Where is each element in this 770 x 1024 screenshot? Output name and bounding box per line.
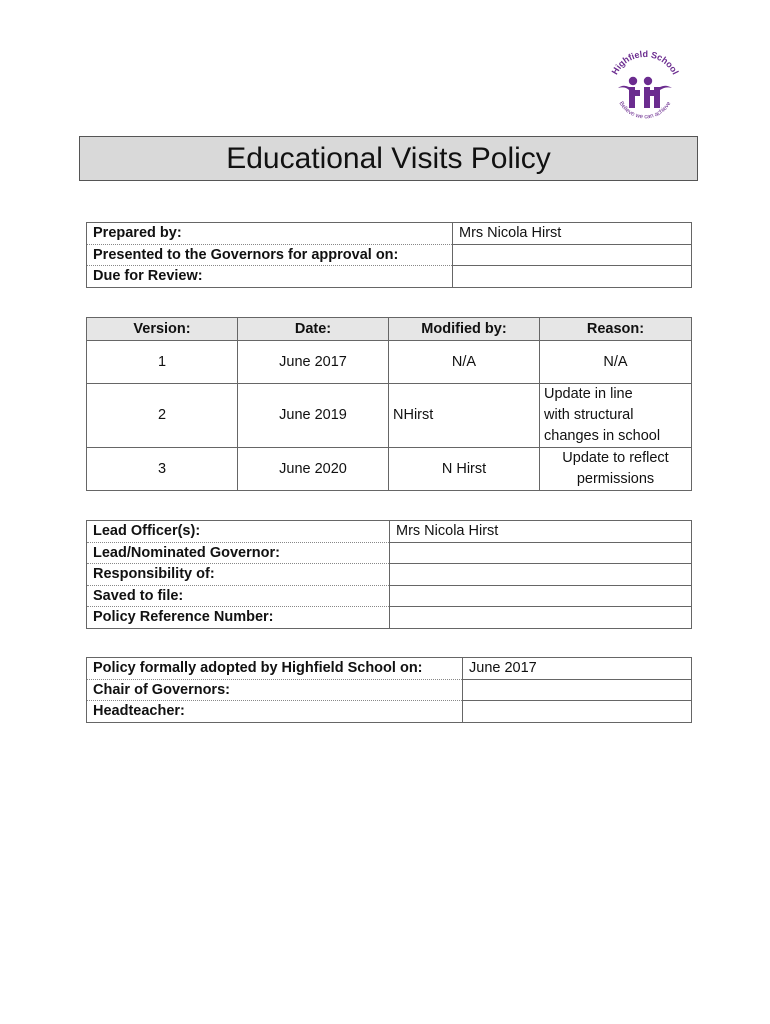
lead-officer-value: Mrs Nicola Hirst <box>390 521 692 543</box>
version-cell: 1 <box>87 341 238 384</box>
table-row <box>87 585 692 607</box>
header-version: Version: <box>87 318 238 341</box>
saved-to-file-label: Saved to file: <box>87 585 390 607</box>
table-row <box>87 384 692 448</box>
date-cell: June 2017 <box>238 341 389 384</box>
reason-line: Update to reflect <box>562 450 669 466</box>
svg-text:Highfield School <box>610 50 681 76</box>
version-table <box>86 317 692 491</box>
logo-name: Highfield School <box>609 50 681 77</box>
reason-cell <box>540 448 692 491</box>
reason-cell <box>540 341 692 384</box>
table-row <box>87 521 692 543</box>
table-row <box>87 244 692 266</box>
policy-reference-label: Policy Reference Number: <box>87 607 390 629</box>
prepared-by-label: Prepared by: <box>87 223 453 245</box>
table-row <box>87 658 692 680</box>
responsibility-label: Responsibility of: <box>87 564 390 586</box>
due-review-value <box>453 266 692 288</box>
adopted-on-label: Policy formally adopted by Highfield School on: <box>87 658 463 680</box>
figures-icon <box>618 77 672 108</box>
modified-by-cell: N Hirst <box>389 448 540 491</box>
table-row <box>87 223 692 245</box>
policy-reference-value <box>390 607 692 629</box>
headteacher-value <box>463 701 692 723</box>
table-row <box>87 701 692 723</box>
nominated-governor-label: Lead/Nominated Governor: <box>87 542 390 564</box>
headteacher-label: Headteacher: <box>87 701 463 723</box>
modified-by-cell: NHirst <box>389 384 540 448</box>
version-cell: 2 <box>87 384 238 448</box>
document-title: Educational Visits Policy <box>79 136 698 181</box>
chair-of-governors-value <box>463 679 692 701</box>
reason-line: with structural <box>544 407 634 423</box>
officers-table <box>86 520 692 629</box>
lead-officer-label: Lead Officer(s): <box>87 521 390 543</box>
reason-line: permissions <box>576 471 655 487</box>
table-row <box>87 448 692 491</box>
responsibility-value <box>390 564 692 586</box>
due-review-label: Due for Review: <box>87 266 453 288</box>
header-reason: Reason: <box>540 318 692 341</box>
presented-value <box>453 244 692 266</box>
table-row <box>87 542 692 564</box>
table-row <box>87 607 692 629</box>
version-cell: 3 <box>87 448 238 491</box>
reason-line: changes in school <box>544 428 661 444</box>
date-cell: June 2019 <box>238 384 389 448</box>
adopted-on-value: June 2017 <box>463 658 692 680</box>
adoption-table <box>86 657 692 723</box>
table-header-row <box>87 318 692 341</box>
modified-by-cell: N/A <box>389 341 540 384</box>
table-row <box>87 679 692 701</box>
header-modified-by: Modified by: <box>389 318 540 341</box>
reason-cell <box>540 384 692 448</box>
logo-motto: Believe we can achieve <box>617 100 673 121</box>
chair-of-governors-label: Chair of Governors: <box>87 679 463 701</box>
reason-line: Update in line <box>544 386 633 402</box>
nominated-governor-value <box>390 542 692 564</box>
reason-line: N/A <box>603 353 628 370</box>
prepared-by-value: Mrs Nicola Hirst <box>453 223 692 245</box>
date-cell: June 2020 <box>238 448 389 491</box>
prepared-table <box>86 222 692 288</box>
header-date: Date: <box>238 318 389 341</box>
presented-label: Presented to the Governors for approval on: <box>87 244 453 266</box>
table-row <box>87 564 692 586</box>
table-row <box>87 266 692 288</box>
saved-to-file-value <box>390 585 692 607</box>
table-row <box>87 341 692 384</box>
highfield-school-logo <box>600 50 690 126</box>
